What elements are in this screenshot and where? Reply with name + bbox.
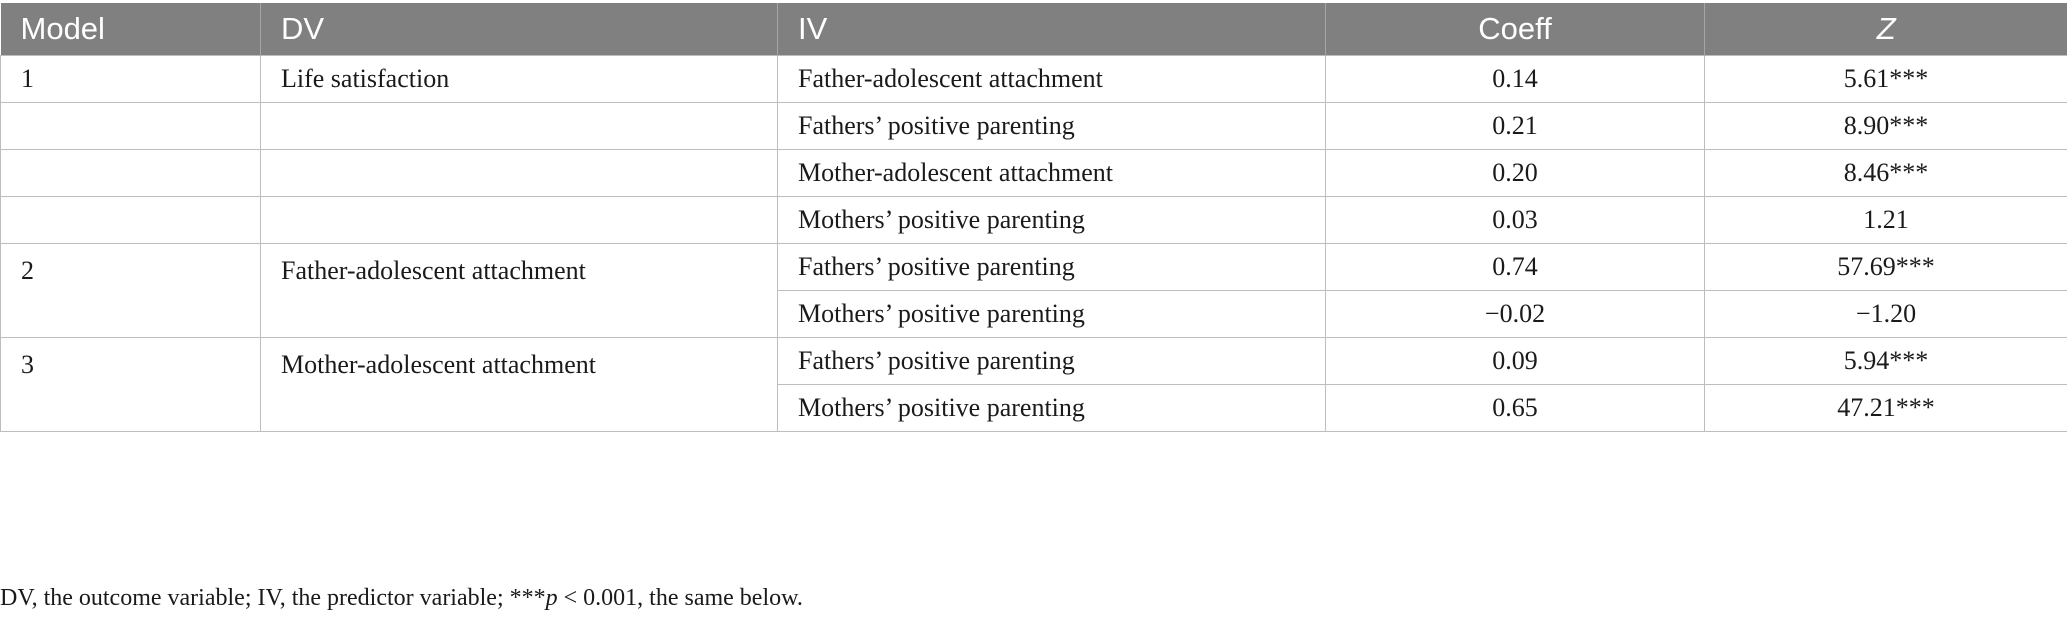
table-container	[0, 3, 2067, 432]
model-cell-empty	[1, 197, 261, 244]
z-cell: 1.21	[1705, 197, 2067, 244]
model-cell: 3	[1, 338, 261, 432]
coeff-cell: −0.02	[1326, 291, 1705, 338]
iv-cell: Fathers’ positive parenting	[778, 338, 1326, 385]
coeff-cell: 0.14	[1326, 56, 1705, 103]
header-iv: IV	[778, 3, 1326, 56]
iv-cell: Mother-adolescent attachment	[778, 150, 1326, 197]
coeff-cell: 0.65	[1326, 385, 1705, 432]
footnote-text: DV, the outcome variable; IV, the predictor variable; ***	[0, 585, 546, 611]
table-row	[1, 150, 2067, 197]
iv-cell: Mothers’ positive parenting	[778, 197, 1326, 244]
header-model: Model	[1, 3, 261, 56]
header-dv: DV	[261, 3, 778, 56]
iv-cell: Father-adolescent attachment	[778, 56, 1326, 103]
z-cell: 5.94***	[1705, 338, 2067, 385]
table-row	[1, 103, 2067, 150]
header-row	[1, 3, 2067, 56]
header-z: Z	[1705, 3, 2067, 56]
z-cell: 8.90***	[1705, 103, 2067, 150]
iv-cell: Fathers’ positive parenting	[778, 103, 1326, 150]
coeff-cell: 0.20	[1326, 150, 1705, 197]
z-cell: 5.61***	[1705, 56, 2067, 103]
z-cell: 47.21***	[1705, 385, 2067, 432]
regression-table	[0, 3, 2067, 432]
dv-cell-empty	[261, 103, 778, 150]
dv-cell-empty	[261, 197, 778, 244]
dv-cell-empty	[261, 150, 778, 197]
z-cell: 8.46***	[1705, 150, 2067, 197]
table-footnote	[0, 585, 803, 612]
coeff-cell: 0.74	[1326, 244, 1705, 291]
model-cell-empty	[1, 150, 261, 197]
iv-cell: Mothers’ positive parenting	[778, 291, 1326, 338]
dv-cell: Life satisfaction	[261, 56, 778, 103]
dv-cell: Mother-adolescent attachment	[261, 338, 778, 432]
header-coeff: Coeff	[1326, 3, 1705, 56]
iv-cell: Fathers’ positive parenting	[778, 244, 1326, 291]
coeff-cell: 0.09	[1326, 338, 1705, 385]
dv-cell: Father-adolescent attachment	[261, 244, 778, 338]
coeff-cell: 0.03	[1326, 197, 1705, 244]
iv-cell: Mothers’ positive parenting	[778, 385, 1326, 432]
table-row	[1, 56, 2067, 103]
coeff-cell: 0.21	[1326, 103, 1705, 150]
footnote-p-symbol: p	[545, 585, 558, 611]
z-cell: −1.20	[1705, 291, 2067, 338]
z-cell: 57.69***	[1705, 244, 2067, 291]
model-cell-empty	[1, 103, 261, 150]
model-cell: 1	[1, 56, 261, 103]
table-row	[1, 338, 2067, 385]
table-row	[1, 197, 2067, 244]
footnote-text-end: < 0.001, the same below.	[557, 585, 803, 611]
table-row	[1, 244, 2067, 291]
model-cell: 2	[1, 244, 261, 338]
